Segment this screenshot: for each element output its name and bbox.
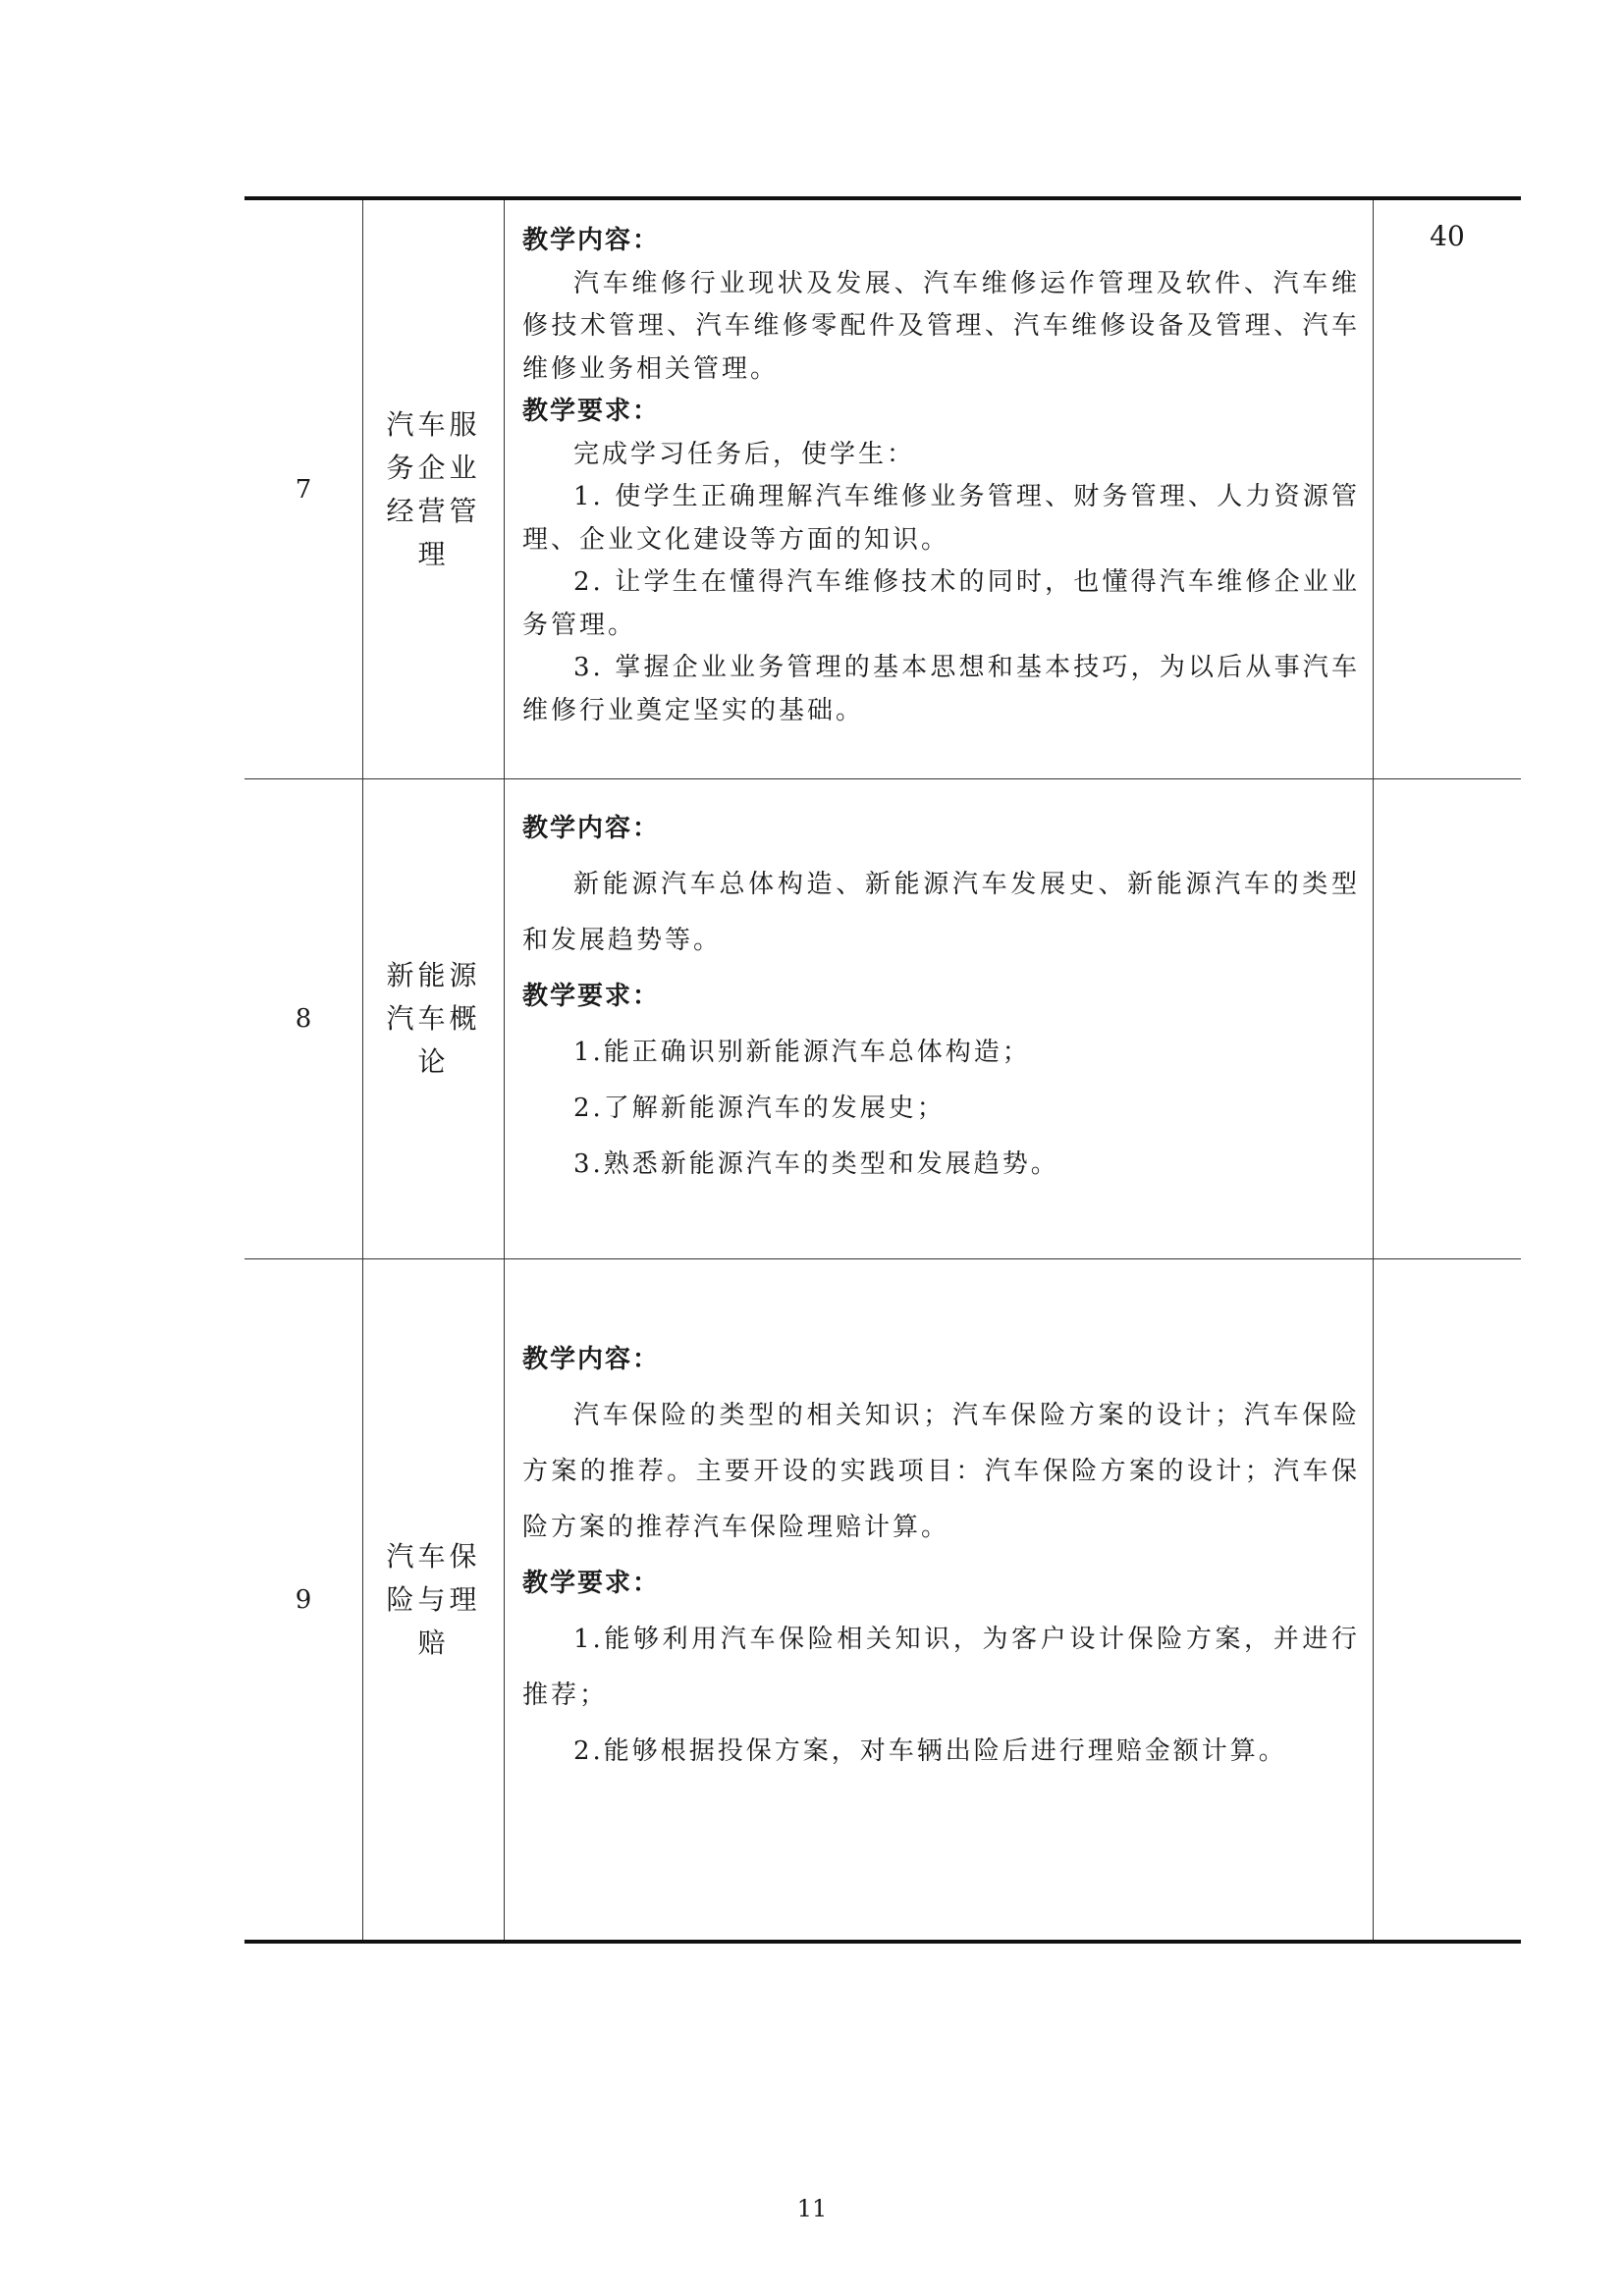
page-number: 11	[796, 2195, 828, 2222]
requirement-intro: 完成学习任务后，使学生：	[573, 439, 916, 469]
course-name: 汽车服务企业经营管理	[386, 407, 481, 570]
requirement-item: 3. 掌握企业业务管理的基本思想和基本技巧，为以后从事汽车维修行业奠定坚实的基础。	[522, 653, 1360, 725]
requirement-item: 1.能正确识别新能源汽车总体构造；	[573, 1038, 1031, 1067]
content-title: 教学内容：	[522, 226, 661, 255]
content-title: 教学内容：	[522, 1345, 661, 1374]
row-number: 9	[244, 1259, 363, 1943]
content-text: 新能源汽车总体构造、新能源汽车发展史、新能源汽车的类型和发展趋势等。	[522, 870, 1360, 955]
requirement-item: 1.能够利用汽车保险相关知识，为客户设计保险方案，并进行推荐；	[522, 1625, 1360, 1710]
table-row	[244, 1259, 1521, 1943]
course-name-cell	[363, 779, 505, 1259]
requirement-item: 2.了解新能源汽车的发展史；	[573, 1094, 946, 1123]
course-content-cell	[505, 779, 1374, 1259]
requirement-title: 教学要求：	[522, 397, 661, 426]
requirement-item: 1. 使学生正确理解汽车维修业务管理、财务管理、人力资源管理、企业文化建设等方面的知识。	[522, 482, 1360, 555]
requirement-title: 教学要求：	[522, 1569, 661, 1598]
table-row	[244, 779, 1521, 1259]
course-hours	[1374, 1259, 1522, 1943]
content-text: 汽车维修行业现状及发展、汽车维修运作管理及软件、汽车维修技术管理、汽车维修零配件及管理、汽车维修设备及管理、汽车维修业务相关管理。	[522, 268, 1360, 384]
course-table	[244, 196, 1521, 1944]
course-name-cell	[363, 1259, 505, 1943]
course-name: 汽车保险与理赔	[386, 1539, 481, 1659]
requirement-item: 2. 让学生在懂得汽车维修技术的同时，也懂得汽车维修企业业务管理。	[522, 567, 1360, 640]
requirement-title: 教学要求：	[522, 982, 661, 1011]
requirement-item: 2.能够根据投保方案，对车辆出险后进行理赔金额计算。	[573, 1736, 1287, 1766]
course-name-cell	[363, 198, 505, 779]
content-text: 汽车保险的类型的相关知识；汽车保险方案的设计；汽车保险方案的推荐。主要开设的实践项目：汽车保险方案的设计；汽车保险方案的推荐汽车保险理赔计算。	[522, 1401, 1360, 1542]
course-hours	[1374, 779, 1522, 1259]
row-number: 7	[244, 198, 363, 779]
table-row	[244, 198, 1521, 779]
course-content-cell	[505, 1259, 1374, 1943]
course-content-cell	[505, 198, 1374, 779]
content-title: 教学内容：	[522, 814, 661, 843]
course-hours: 40	[1374, 198, 1522, 779]
row-number: 8	[244, 779, 363, 1259]
requirement-item: 3.熟悉新能源汽车的类型和发展趋势。	[573, 1149, 1059, 1179]
course-name: 新能源汽车概论	[386, 959, 481, 1078]
